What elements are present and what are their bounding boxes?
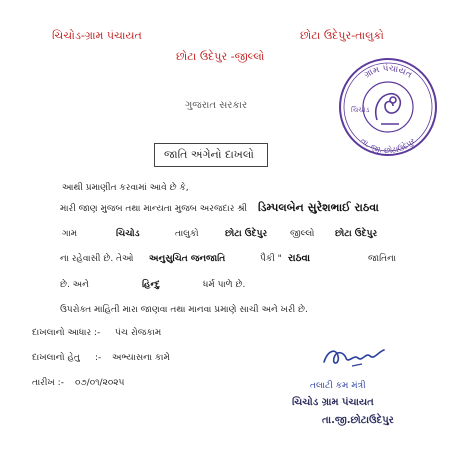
officer-stamp xyxy=(288,378,438,438)
basis-value: પંચ રોજકામ xyxy=(115,328,162,338)
date-label: તારીખ :- xyxy=(32,378,64,388)
stamp-bottom-text: તા. જી. છોટાઉદેપુર xyxy=(358,136,418,156)
applicant-name: ડિમ્પલબેન સુરેશભાઈ રાઠવા xyxy=(258,201,379,214)
certify-line: આથી પ્રમાણીત કરવામાં આવે છે કે, xyxy=(62,183,189,193)
religion-prefix: છે. અને xyxy=(60,280,89,290)
officer-title: તલાટી કમ મંત્રી xyxy=(310,381,366,391)
district-header: છોટા ઉદેપુર -જીલ્લો xyxy=(176,50,265,63)
stamp-left-text: ચિચોડ xyxy=(351,106,370,114)
certificate-title: જાતિ અંગેનો દાખલો xyxy=(164,148,254,161)
sub-label: પૈકી " xyxy=(260,254,282,264)
officer-signature xyxy=(318,340,388,372)
district-value: છોટા ઉદેપુર xyxy=(335,229,378,239)
taluka-label: તાલુકો xyxy=(175,229,199,239)
stamp-emblem-icon xyxy=(376,94,401,124)
religion-value: હિન્દુ xyxy=(142,280,160,290)
panchayat-stamp xyxy=(337,56,439,158)
religion-suffix: ધર્મ પાળે છે. xyxy=(203,280,246,290)
officer-panchayat: ચિચોડ ગ્રામ પંચાયત xyxy=(292,397,374,408)
svg-text:તા. જી. છોટાઉદેપુર xyxy=(359,136,417,155)
government-label: ગુજરાત સરકાર xyxy=(185,100,248,111)
village-value: ચિચોડ xyxy=(116,229,140,239)
village-label: ગામ xyxy=(62,229,78,239)
truth-statement: ઉપરોક્ત માહિતી મારા જાણવા તથા માનવા પ્રમાણે સાચી અને ખરી છે. xyxy=(60,305,308,315)
panchayat-header: ચિચોડ-ગ્રામ પંચાયત xyxy=(52,29,142,42)
caste-suffix: જાતિના xyxy=(368,254,397,264)
stamp-top-text: ગ્રામ પંચાયત xyxy=(362,63,414,81)
district-label: જીલ્લો xyxy=(290,229,315,239)
date-value: ૦૭/૦૧/૨૦૨૫ xyxy=(75,378,125,388)
resident-text: ના રહેવાસી છે. તેઓ xyxy=(60,254,134,264)
officer-taluka: તા.જી.છોટાઉદેપુર xyxy=(322,415,394,426)
purpose-value: અભ્યાસના કામે xyxy=(112,353,170,363)
knowledge-line: મારી જાણ મુજબ તથા માન્યતા મુજબ અરજદાર શ્રી xyxy=(60,204,248,214)
basis-label: દાખલાનો આધાર :- xyxy=(32,328,101,338)
caste-value: રાઠવા xyxy=(288,253,311,264)
taluka-header: છોટા ઉદેપુર-તાલુકો xyxy=(300,29,384,42)
taluka-value: છોટા ઉદેપુર xyxy=(225,229,268,239)
purpose-label: દાખલાનો હેતુ xyxy=(32,353,80,363)
caste-category: અનુસુચિત જનજાતિ xyxy=(149,254,226,264)
purpose-separator: :- xyxy=(95,353,102,363)
svg-text:ગ્રામ પંચાયત xyxy=(363,63,414,81)
